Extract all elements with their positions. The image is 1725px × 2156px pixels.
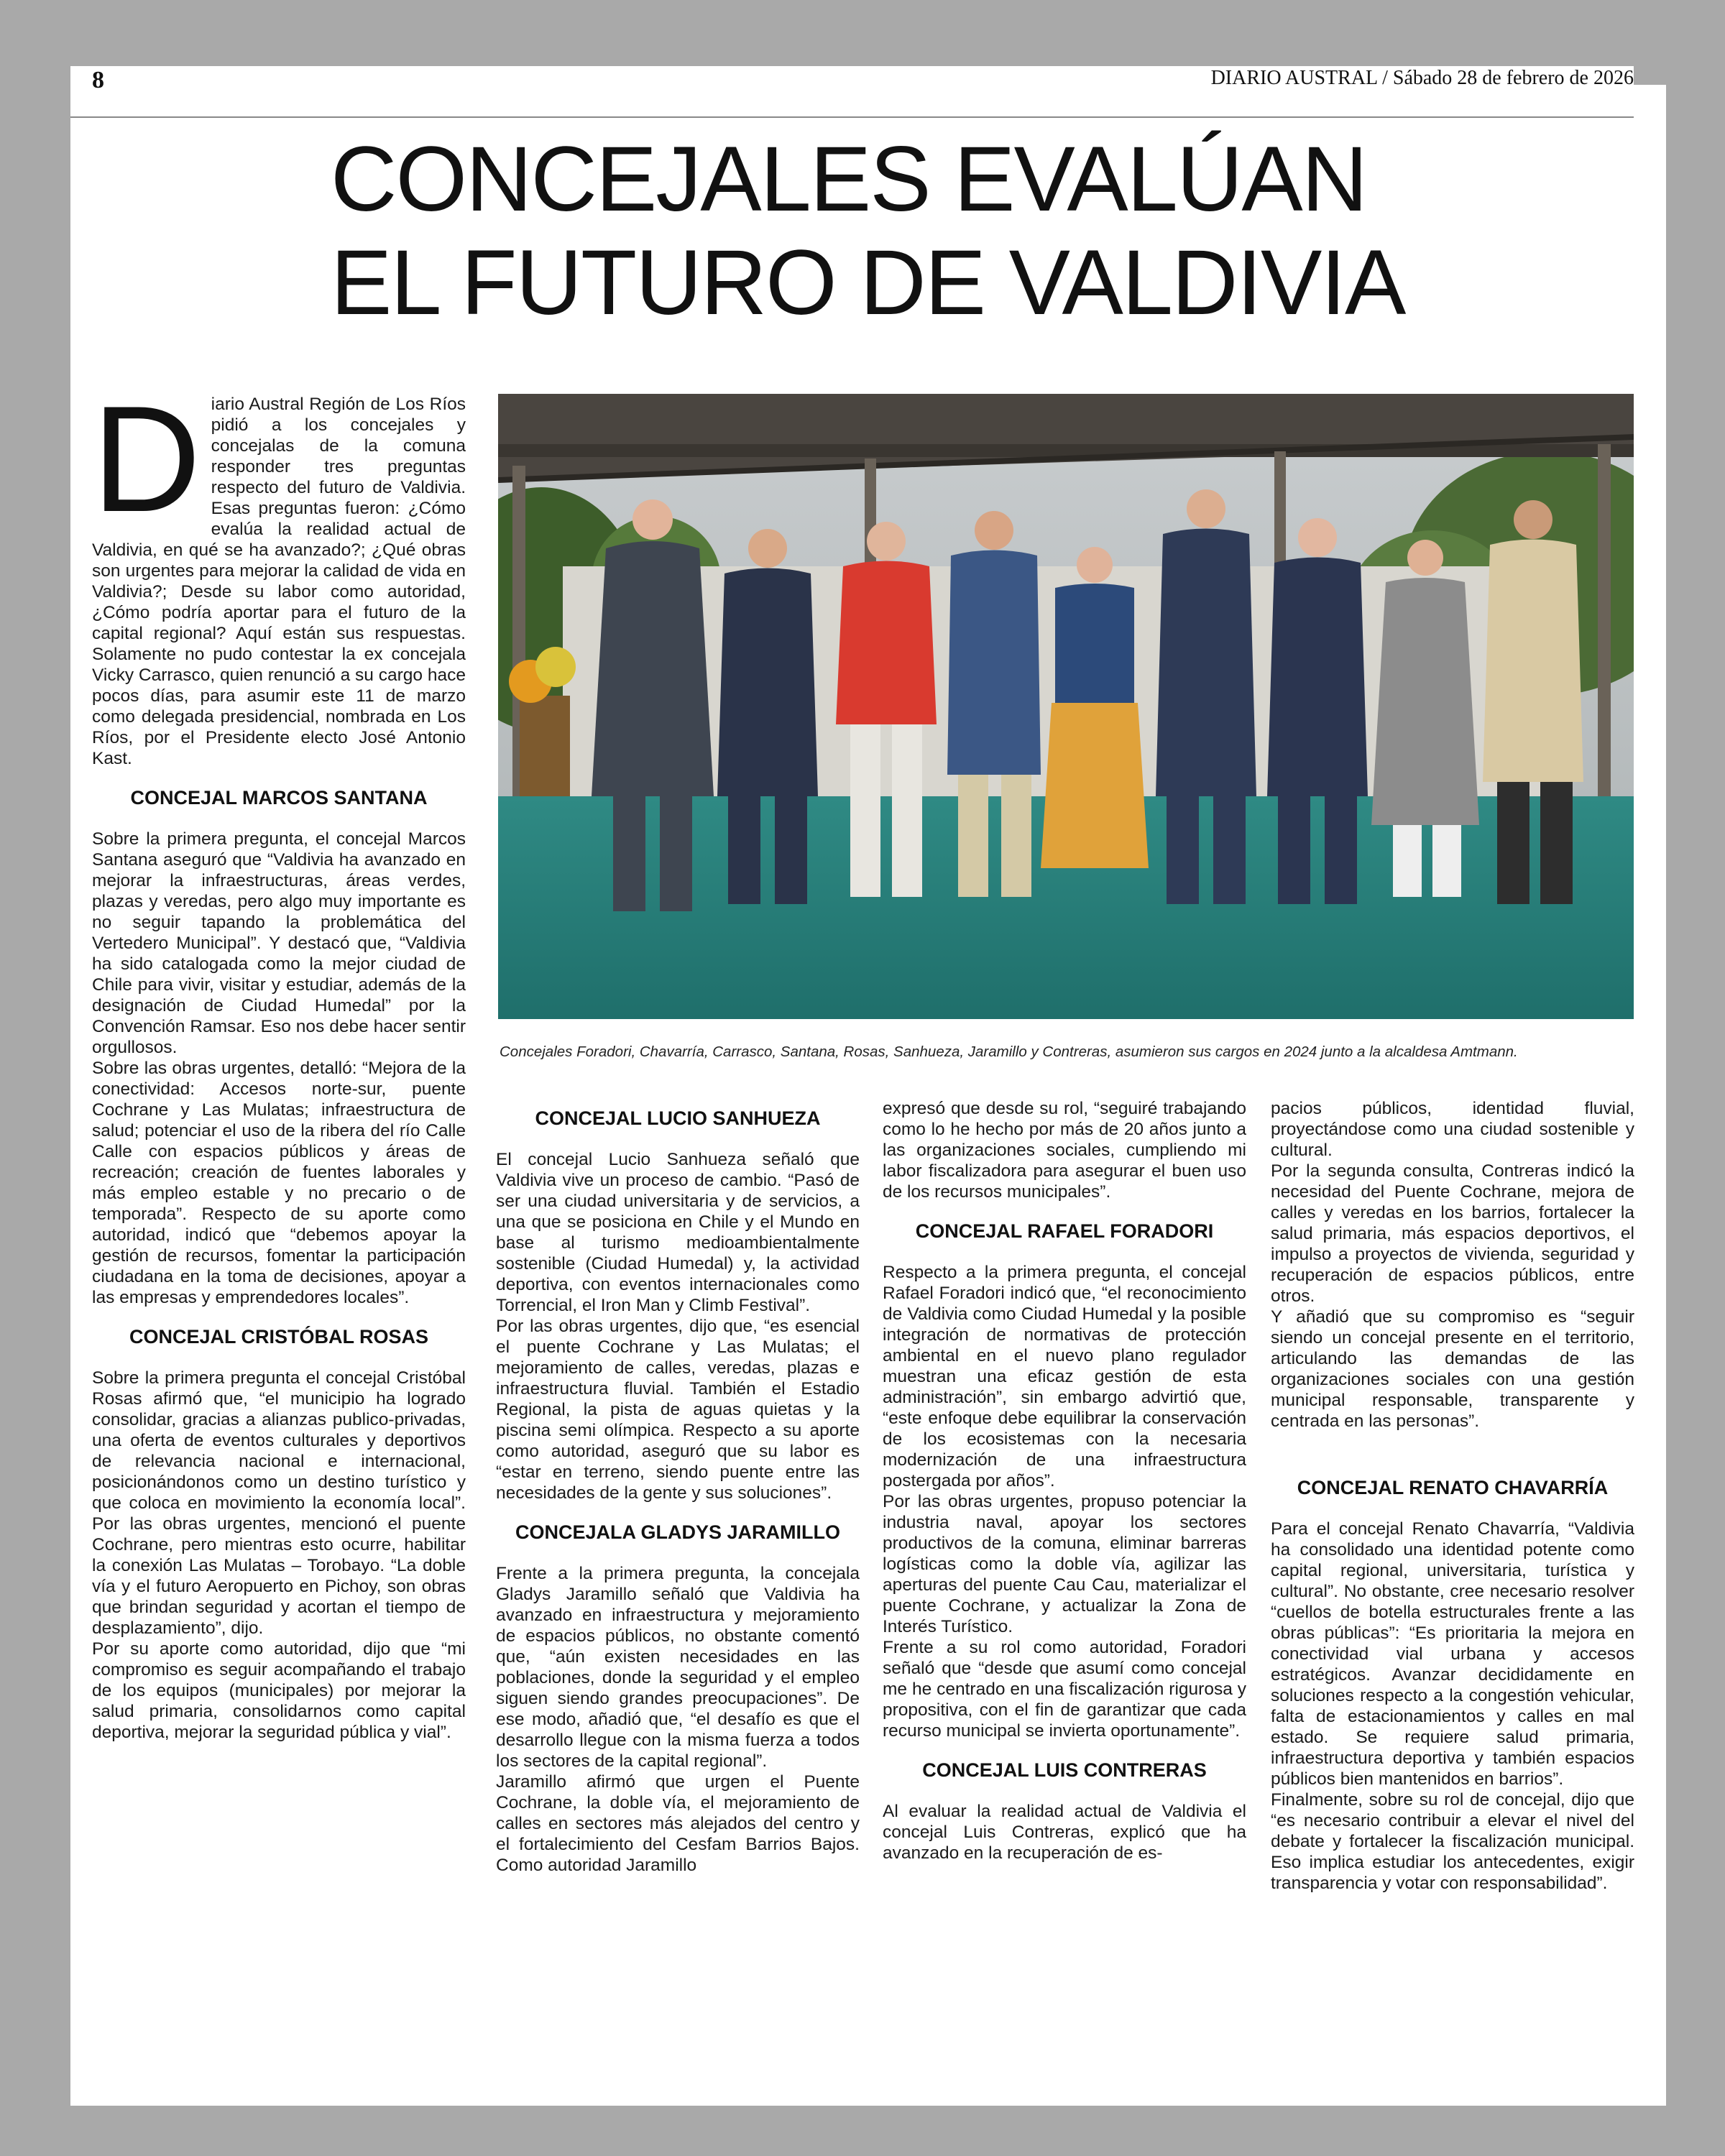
subhead-sanhueza: CONCEJAL LUCIO SANHUEZA [535, 1107, 821, 1129]
intro-paragraph: Diario Austral Región de Los Ríos pidió a los concejales y concejalas de la comuna responder tres preguntas respecto del futuro de Valdivia. Esas preguntas fueron: ¿Cómo evalúa la realidad actual de Valdivia, en qué se ha avanzado?; ¿Qué obras son urgentes para mejorar la calidad de vida en Valdivia?; Desde su labor como autoridad, ¿Cómo podría aportar para el futuro de la capital regional? Aquí están sus respuestas. Solamente no pudo contestar la ex concejala Vicky Carrasco, quien renunció a su cargo hace pocos días, para asumir este 11 de marzo como delegada presidencial, nombrada en Los Ríos, por el Presidente electo José Antonio Kast. [92, 374, 466, 768]
masthead: DIARIO AUSTRAL / Sábado 28 de febrero de 2026 [1210, 67, 1634, 89]
chavarria-paragraph-1: Para el concejal Renato Chavarría, “Valdivia ha consolidado una identidad potente como capital regional, universitaria, turística y cultural”. No obstante, cree necesario resolver “cuellos de botella estructurales frente a las obras públicas”: “Es prioritaria la mejora en conectividad vial urbana y accesos estratégicos. Avanzar decididamente en soluciones respecto a la congestión vehicular, falta de estacionamientos y calles en mal estado. Se requiere salud primaria, infraestructura deportiva y también espacios públicos bien mantenidos en barrios”. [1271, 1519, 1634, 1789]
subhead-jaramillo: CONCEJALA GLADYS JARAMILLO [515, 1521, 840, 1543]
subhead-foradori: CONCEJAL RAFAEL FORADORI [915, 1220, 1214, 1242]
subhead-chavarria: CONCEJAL RENATO CHAVARRÍA [1297, 1477, 1609, 1498]
jaramillo-paragraph-2: Jaramillo afirmó que urgen el Puente Cochrane, la doble vía, el mejoramiento de calles en sectores más alejados del centro y el fortalecimiento del Cesfam Barrios Bajos. Como autoridad Jaramillo [496, 1772, 860, 1875]
chavarria-paragraph-2: Finalmente, sobre su rol de concejal, dijo que “es necesario contribuir a elevar el nivel del debate y fortalecer la fiscalización municipal. Eso implica estudiar los antecedentes, exigir transparencia y votar con responsabilidad”. [1271, 1790, 1634, 1893]
column-3 [883, 1098, 1246, 1864]
headline [331, 128, 1552, 335]
column-4 [1271, 1098, 1634, 1894]
rosas-paragraph-2: Por su aporte como autoridad, dijo que “mi compromiso es seguir acompañando el trabajo de los equipos (municipales) por mejorar la salud primaria, consolidarnos como capital deportiva, mejorar la seguridad pública y vial”. [92, 1639, 466, 1742]
column-1 [92, 374, 466, 1743]
jaramillo-paragraph-3: expresó que desde su rol, “seguiré trabajando como lo he hecho por más de 20 años junto a las organizaciones sociales, cumpliendo mi labor fiscalizadora para asegurar el buen uso de los recursos municipales”. [883, 1099, 1246, 1202]
photo-caption: Concejales Foradori, Chavarría, Carrasco, Santana, Rosas, Sanhueza, Jaramillo y Contreras, asumieron sus cargos en 2024 junto a la alcaldesa Amtmann. [500, 1044, 1518, 1060]
santana-paragraph-2: Sobre las obras urgentes, detalló: “Mejora de la conectividad: Accesos norte-sur, puente Cochrane y Las Mulatas; infraestructura de salud; potenciar el uso de la ribera del río Calle Calle con espacios públicos y áreas de recreación; creación de fuentes laborales y más empleo estable y no precario o de temporada”. Respecto de su aporte como autoridad, indicó que “debemos apoyar la gestión de recursos, fomentar la participación ciudadana en la toma de decisiones, apoyar a las empresas y emprendedores locales”. [92, 1059, 466, 1307]
subhead-rosas: CONCEJAL CRISTÓBAL ROSAS [129, 1326, 429, 1348]
santana-paragraph-1: Sobre la primera pregunta, el concejal Marcos Santana aseguró que “Valdivia ha avanzado en mejorar la infraestructuras, áreas verdes, plazas y veredas, pero algo muy importante es no seguir tapando la problemática del Vertedero Municipal”. Y destacó que, “Valdivia ha sido catalogada como la mejor ciudad de Chile para vivir, visitar y estudiar, además de la designación de Ciudad Humedal” por la Convención Ramsar. Eso nos debe hacer sentir orgullosos. [92, 829, 466, 1057]
contreras-paragraph-4: Y añadió que su compromiso es “seguir siendo un concejal presente en el territorio, articulando las demandas de las organizaciones sociales con una gestión municipal responsable, transparente y centrada en las personas”. [1271, 1307, 1634, 1431]
contreras-paragraph-2: pacios públicos, identidad fluvial, proyectándose como una ciudad sostenible y cultural. [1271, 1099, 1634, 1160]
subhead-santana: CONCEJAL MARCOS SANTANA [130, 787, 428, 808]
headline-line-1: CONCEJALES EVALÚAN [331, 128, 1367, 231]
headline-line-2: EL FUTURO DE VALDIVIA [331, 231, 1405, 334]
foradori-paragraph-1: Respecto a la primera pregunta, el concejal Rafael Foradori indicó que, “el reconocimiento de Valdivia como Ciudad Humedal y la posible integración de normativas de protección ambiental en el nuevo plano regulador muestran una eficaz gestión de esta administración”, sin embargo advirtió que, “este enfoque debe equilibrar la conservación de los ecosistemas con la necesaria modernización de una infraestructura postergada por años”. [883, 1263, 1246, 1491]
page-number: 8 [92, 67, 104, 93]
foradori-paragraph-3: Frente a su rol como autoridad, Foradori señaló que “desde que asumí como concejal me he centrado en una fiscalización rigurosa y propositiva, con el fin de garantizar que cada recurso municipal se invierta oportunamente”. [883, 1638, 1246, 1741]
subhead-contreras: CONCEJAL LUIS CONTRERAS [922, 1759, 1207, 1781]
contreras-paragraph-1: Al evaluar la realidad actual de Valdivia el concejal Luis Contreras, explicó que ha avanzado en la recuperación de es- [883, 1802, 1246, 1863]
foradori-paragraph-2: Por las obras urgentes, propuso potenciar la industria naval, apoyar los sectores productivos de la comuna, eliminar barreras logísticas como la doble vía, agilizar las aperturas del puente Cau Cau, materializar el puente Cochrane, y actualizar la Zona de Interés Turístico. [883, 1492, 1246, 1636]
jaramillo-paragraph-1: Frente a la primera pregunta, la concejala Gladys Jaramillo señaló que Valdivia ha avanzado en infraestructura y mejoramiento de espacios públicos, no obstante comentó que, “aún existen necesidades en las poblaciones, donde la seguridad y el empleo siguen siendo grandes preocupaciones”. De ese modo, añadió que, “el desafío es que el desarrollo llegue con la misma fuerza a todos los sectores de la capital regional”. [496, 1564, 860, 1771]
header-rule [70, 116, 1634, 118]
contreras-paragraph-3: Por la segunda consulta, Contreras indicó la necesidad del Puente Cochrane, mejora de calles y veredas en los barrios, fortalecer la salud primaria, más espacios deportivos, el impulso a proyectos de vivienda, seguridad y recuperación de espacios públicos, entre otros. [1271, 1161, 1634, 1306]
sanhueza-paragraph-1: El concejal Lucio Sanhueza señaló que Valdivia vive un proceso de cambio. “Pasó de ser una ciudad universitaria y de servicios, a una que se posiciona en Chile y el Mundo en base al turismo medioambientalmente sostenible (Ciudad Humedal) y, la actividad deportiva, con eventos internacionales como Torrencial, el Iron Man y Climb Festival”. [496, 1150, 860, 1315]
rosas-paragraph-1: Sobre la primera pregunta el concejal Cristóbal Rosas afirmó que, “el municipio ha logrado consolidar, gracias a alianzas publico-privadas, una oferta de eventos culturales y deportivos de relevancia nacional e internacional, posicionándonos como un destino turístico y que coloca en movimiento la economía local”. Por las obras urgentes, mencionó el puente Cochrane, pero mientras esto ocurre, habilitar la conexión Las Mulatas – Torobayo. “La doble vía y el futuro Aeropuerto en Pichoy, son obras que brindan seguridad y acortan el tiempo de desplazamiento”, dijo. [92, 1368, 466, 1638]
group-photo [498, 394, 1634, 1019]
drop-cap: D [92, 374, 201, 543]
sanhueza-paragraph-2: Por las obras urgentes, dijo que, “es esencial el puente Cochrane y Las Mulatas; el mejoramiento de calles, veredas, plazas e infraestructura fluvial. También el Estadio Regional, la pista de aguas quietas y la piscina semi olímpica. Respecto a su aporte como autoridad, aseguró que su labor es “estar en terreno, siendo puente entre las necesidades de la gente y sus soluciones”. [496, 1317, 860, 1503]
column-2 [496, 1108, 860, 1876]
